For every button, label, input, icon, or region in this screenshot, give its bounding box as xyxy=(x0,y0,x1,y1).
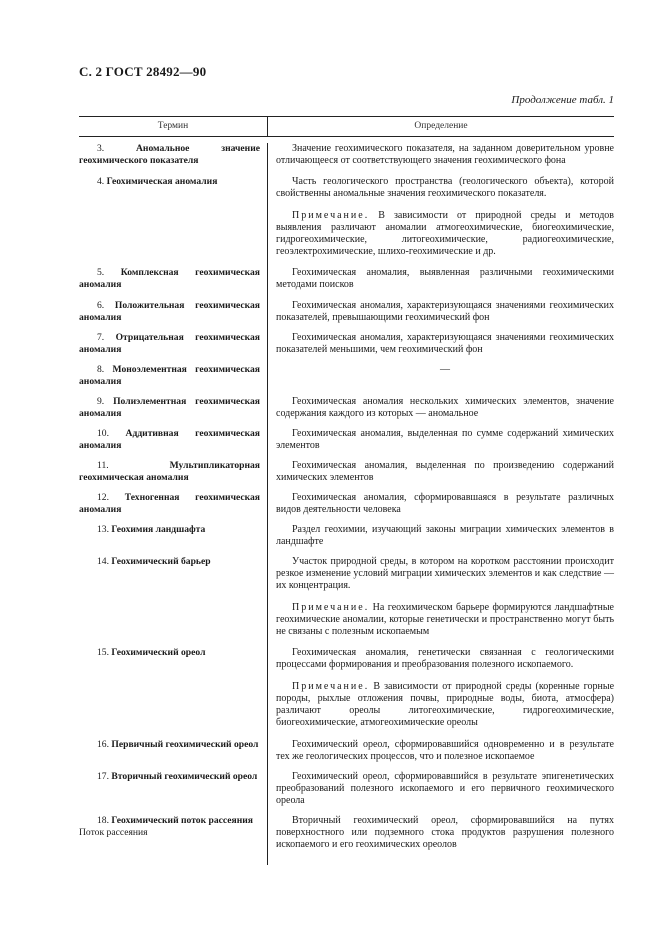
term-number: 4. xyxy=(97,176,105,187)
term-name: Геохимический ореол xyxy=(111,647,206,658)
definition-cell xyxy=(264,267,614,291)
table-header xyxy=(79,116,614,137)
note-text: В зависимости от природной среды (коренные горные породы, рыхлые отложения почвы, природные воды, биота, атмосфера) различают ореолы литогеохимические, гидрогеохимические, биогеохимические, атмогеохимические ореолы xyxy=(276,681,615,728)
table-row xyxy=(79,815,614,851)
definition-text: Геохимическая аномалия, сформировавшаяся в результате различных видов деятельности человека xyxy=(276,492,614,515)
table-row xyxy=(79,771,614,807)
term-cell xyxy=(79,176,264,258)
term-number: 15. xyxy=(97,647,109,658)
table-row xyxy=(79,739,614,763)
table-row xyxy=(79,364,614,388)
definition-cell xyxy=(264,364,614,388)
term-number: 5. xyxy=(97,267,105,278)
term-cell xyxy=(79,556,264,638)
definition-cell xyxy=(264,771,614,807)
definition-cell xyxy=(264,815,614,851)
term-cell xyxy=(79,267,264,291)
term-entry xyxy=(79,739,260,751)
table-body xyxy=(79,143,614,851)
column-header-term: Термин xyxy=(79,117,268,136)
definition-text: — xyxy=(440,364,450,375)
term-entry xyxy=(79,428,260,452)
term-number: 9. xyxy=(97,396,105,407)
note-label: Примечание. xyxy=(292,602,370,613)
term-cell xyxy=(79,428,264,452)
definition-text: Геохимическая аномалия, генетически связанная с геологическими процессами формирования и преобразования полезного ископаемого. xyxy=(276,647,614,670)
table-row xyxy=(79,396,614,420)
term-cell xyxy=(79,143,264,167)
table-row xyxy=(79,176,614,258)
term-name: Геохимический барьер xyxy=(111,556,211,567)
definition-text: Участок природной среды, в котором на коротком расстоянии происходит резкое изменение условий миграции химических элементов и как следствие — их концентрация. xyxy=(276,556,614,591)
definition-text: Раздел геохимии, изучающий законы миграции химических элементов в ландшафте xyxy=(276,524,614,547)
table-row xyxy=(79,267,614,291)
definition-text: Геохимическая аномалия нескольких химических элементов, значение содержания каждого из которых — аномальное xyxy=(276,396,614,419)
note-text: На геохимическом барьере формируются ландшафтные геохимические аномалии, которые генетически и пространственно могут быть не связаны с полезным ископаемым xyxy=(276,602,614,637)
term-name: Геохимическая аномалия xyxy=(106,176,218,187)
note-label: Примечание. xyxy=(292,681,370,692)
definition-text: Вторичный геохимический ореол, сформировавшийся на путях поверхностного или подземного стока продуктов разрушения полезного ископаемого и его геохимических ореолов xyxy=(276,815,614,850)
note-text: В зависимости от природной среды и методов выявления различают аномалии атмогеохимические, биогеохимические, гидрогеохимические, литогеохимические, радиогеохимические, геоэлектрохимические, шлихо-геохимические и др. xyxy=(276,210,614,257)
definition-note xyxy=(276,602,614,638)
definition-text: Геохимический ореол, сформировавшийся одновременно и в результате тех же геологических процессов, что и полезное ископаемое xyxy=(276,739,614,762)
term-number: 18. xyxy=(97,815,109,826)
term-number: 16. xyxy=(97,739,109,750)
definition-cell xyxy=(264,396,614,420)
term-number: 10. xyxy=(97,428,109,439)
table-row xyxy=(79,143,614,167)
term-entry xyxy=(79,492,260,516)
term-number: 11. xyxy=(97,460,109,471)
term-entry xyxy=(79,460,260,484)
term-cell xyxy=(79,815,264,851)
table-row xyxy=(79,556,614,638)
term-entry xyxy=(79,815,260,827)
definition-text: Геохимическая аномалия, выявленная различными геохимическими методами поисков xyxy=(276,267,614,290)
term-number: 8. xyxy=(97,364,105,375)
note-label: Примечание. xyxy=(292,210,370,221)
term-entry xyxy=(79,300,260,324)
definition-cell xyxy=(264,428,614,452)
table-row xyxy=(79,524,614,548)
definition-cell xyxy=(264,524,614,548)
term-name: Отрицательная геохимическая аномалия xyxy=(79,332,260,355)
terms-table xyxy=(79,116,614,851)
definition-text: Геохимическая аномалия, выделенная по произведению содержаний химических элементов xyxy=(276,460,614,483)
term-entry xyxy=(79,332,260,356)
term-cell xyxy=(79,647,264,729)
column-divider xyxy=(267,143,268,865)
term-entry xyxy=(79,771,260,783)
term-name: Техногенная геохимическая аномалия xyxy=(79,492,260,515)
term-cell xyxy=(79,492,264,516)
column-header-definition: Определение xyxy=(414,121,468,131)
table-continuation-label: Продолжение табл. 1 xyxy=(511,94,614,106)
term-cell xyxy=(79,771,264,807)
term-number: 6. xyxy=(97,300,105,311)
term-number: 14. xyxy=(97,556,109,567)
term-name: Первичный геохимический ореол xyxy=(111,739,259,750)
term-name: Мультипликаторная геохимическая аномалия xyxy=(79,460,260,483)
term-name: Положительная геохимическая аномалия xyxy=(79,300,260,323)
definition-cell xyxy=(264,300,614,324)
term-number: 12. xyxy=(97,492,109,503)
term-name: Геохимический поток рассеяния xyxy=(111,815,253,826)
definition-cell xyxy=(264,143,614,167)
term-name: Вторичный геохимический ореол xyxy=(111,771,258,782)
term-synonym: Поток рассеяния xyxy=(79,827,148,838)
term-name: Геохимия ландшафта xyxy=(111,524,206,535)
table-row xyxy=(79,647,614,729)
definition-note xyxy=(276,210,614,258)
term-cell xyxy=(79,332,264,356)
term-number: 7. xyxy=(97,332,105,343)
definition-text: Часть геологического пространства (геологического объекта), которой свойственны аномальные значения геохимического показателя. xyxy=(276,176,614,199)
term-name: Комплексная геохимическая аномалия xyxy=(79,267,260,290)
definition-cell xyxy=(264,332,614,356)
table-row xyxy=(79,300,614,324)
table-row xyxy=(79,332,614,356)
page-header: С. 2 ГОСТ 28492—90 xyxy=(79,64,207,79)
term-cell xyxy=(79,460,264,484)
term-entry xyxy=(79,396,260,420)
term-name: Полиэлементная геохимическая аномалия xyxy=(79,396,260,419)
term-number: 17. xyxy=(97,771,109,782)
table-row xyxy=(79,492,614,516)
term-entry xyxy=(79,176,260,188)
definition-text: Геохимическая аномалия, характеризующаяся значениями геохимических показателей, превышающими геохимический фон xyxy=(276,300,614,323)
term-cell xyxy=(79,739,264,763)
definition-cell xyxy=(264,460,614,484)
term-cell xyxy=(79,364,264,388)
term-cell xyxy=(79,300,264,324)
definition-text: Геохимическая аномалия, выделенная по сумме содержаний химических элементов xyxy=(276,428,614,451)
definition-cell xyxy=(264,647,614,729)
definition-cell xyxy=(264,556,614,638)
definition-text: Геохимическая аномалия, характеризующаяся значениями геохимических показателей меньшими, чем геохимический фон xyxy=(276,332,614,355)
term-entry xyxy=(79,524,260,536)
term-number: 13. xyxy=(97,524,109,535)
table-row xyxy=(79,428,614,452)
definition-cell xyxy=(264,739,614,763)
term-name: Аномальное значение геохимического показателя xyxy=(79,143,260,166)
term-cell xyxy=(79,396,264,420)
definition-cell xyxy=(264,176,614,258)
definition-text: Геохимический ореол, сформировавшийся в результате эпигенетических преобразований полезного ископаемого и его первичного геохимического ореола xyxy=(276,771,614,806)
definition-note xyxy=(276,681,614,729)
definition-cell xyxy=(264,492,614,516)
term-name: Аддитивная геохимическая аномалия xyxy=(79,428,260,451)
term-number: 3. xyxy=(97,143,105,154)
term-entry xyxy=(79,556,260,568)
term-entry xyxy=(79,647,260,659)
term-cell xyxy=(79,524,264,548)
term-entry xyxy=(79,143,260,167)
term-entry xyxy=(79,364,260,388)
definition-text: Значение геохимического показателя, на заданном доверительном уровне отличающееся от соответствующего значения геохимического фона xyxy=(276,143,614,166)
table-row xyxy=(79,460,614,484)
term-name: Моноэлементная геохимическая аномалия xyxy=(79,364,260,387)
term-entry xyxy=(79,267,260,291)
